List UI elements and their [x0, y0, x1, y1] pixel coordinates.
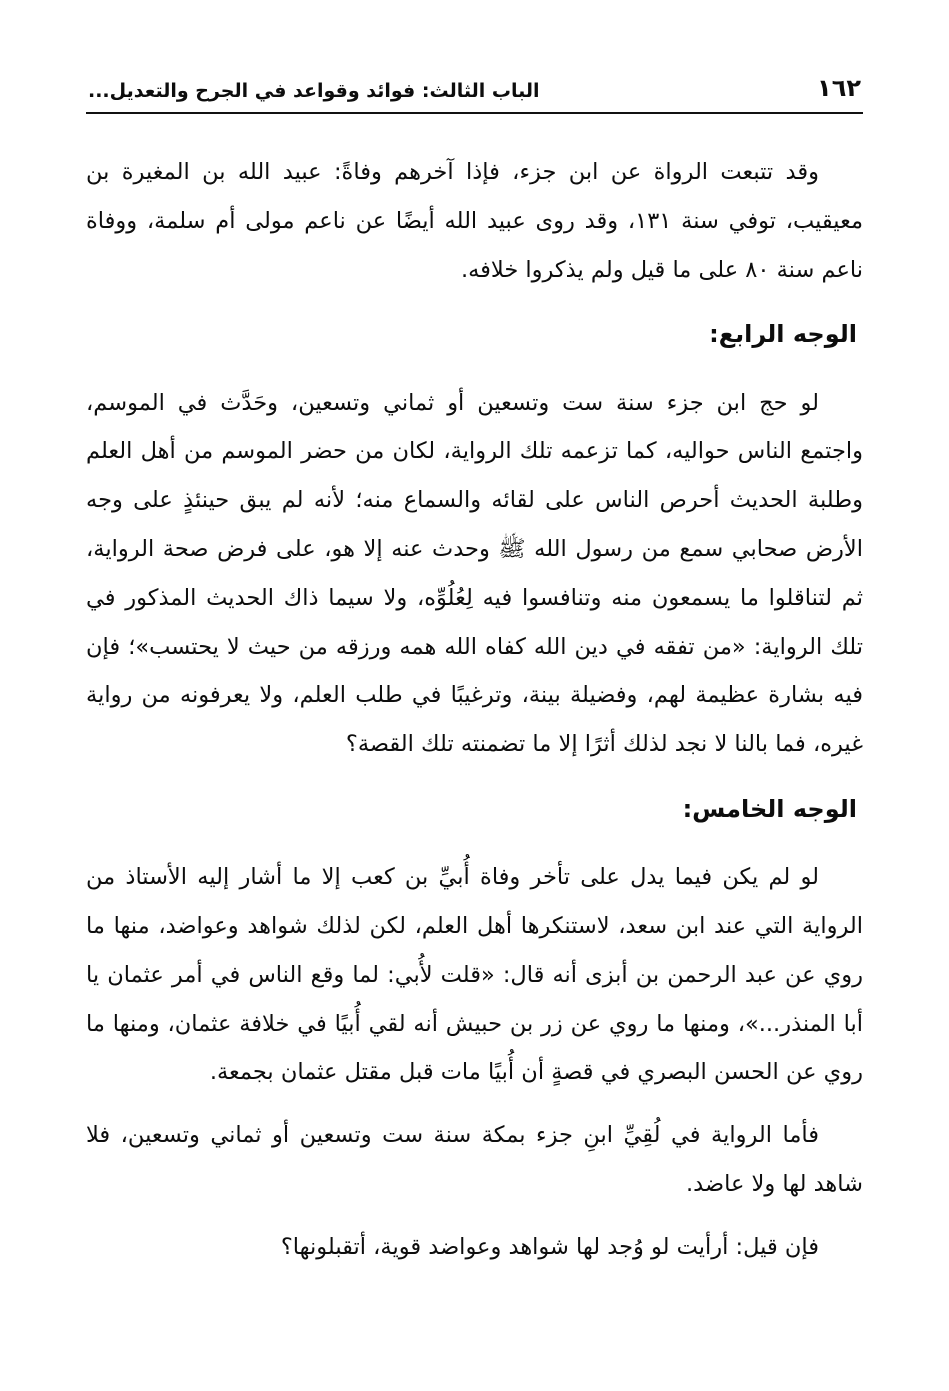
page-header [86, 74, 863, 112]
section-heading: الوجه الخامس: [682, 795, 857, 824]
header-divider [86, 112, 863, 114]
paragraph: وقد تتبعت الرواة عن ابن جزء، فإذا آخرهم وفاةً: عبيد الله بن المغيرة بن معيقيب، توفي سنة ١٣١، وقد روى عبيد الله أيضًا عن ناعم مولى أم سلمة، ووفاة ناعم سنة ٨٠ على ما قيل ولم يذكروا خلافه. [86, 159, 864, 283]
paragraph: فإن قيل: أرأيت لو وُجد لها شواهد وعواضد قوية، أتقبلونها؟ [280, 1233, 819, 1260]
section-heading: الوجه الرابع: [709, 320, 857, 349]
paragraph: فأما الرواية في لُقِيِّ ابنِ جزء بمكة سنة ست وتسعين أو ثماني وتسعين، فلا شاهد لها ولا عاضد. [86, 1122, 863, 1197]
chapter-title: الباب الثالث: فوائد وقواعد في الجرح والتعديل... [88, 80, 540, 102]
page-body [86, 148, 863, 1272]
page-number: ١٦٢ [817, 74, 861, 102]
paragraph: لو لم يكن فيما يدل على تأخر وفاة أُبيِّ بن كعب إلا ما أشار إليه الأستاذ من الرواية التي عند ابن سعد، لاستنكرها أهل العلم، لكن لذلك شواهد وعواضد، منها ما روي عن عبد الرحمن بن أبزى أنه قال: «قلت لأُبي: لما وقع الناس في أمر عثمان يا أبا المنذر...»، ومنها ما روي عن زر بن حبيش أنه لقي أُبيًا في خلافة عثمان، ومنها ما روي عن الحسن البصري في قصةٍ أن أُبيًا مات قبل مقتل عثمان بجمعة. [86, 864, 863, 1086]
paragraph: لو حج ابن جزء سنة ست وتسعين أو ثماني وتسعين، وحَدَّث في الموسم، واجتمع الناس حواليه، كما تزعمه تلك الرواية، لكان من حضر الموسم من أهل العلم وطلبة الحديث أحرص الناس على لقائه والسماع منه؛ لأنه لم يبق حينئذٍ على وجه الأرض صحابي سمع من رسول الله ﷺ وحدث عنه إلا هو، على فرض صحة الرواية، ثم لتناقلوا ما يسمعون منه وتنافسوا فيه لِعُلُوِّه، ولا سيما ذاك الحديث المذكور في تلك الرواية: «من تفقه في دين الله كفاه الله همه ورزقه من حيث لا يحتسب»؛ فإن فيه بشارة عظيمة لهم، وفضيلة بينة، وترغيبًا في طلب العلم، ولا يعرفونه من رواية غيره، فما بالنا لا نجد لذلك أثرًا إلا ما تضمنته تلك القصة؟ [86, 389, 863, 758]
